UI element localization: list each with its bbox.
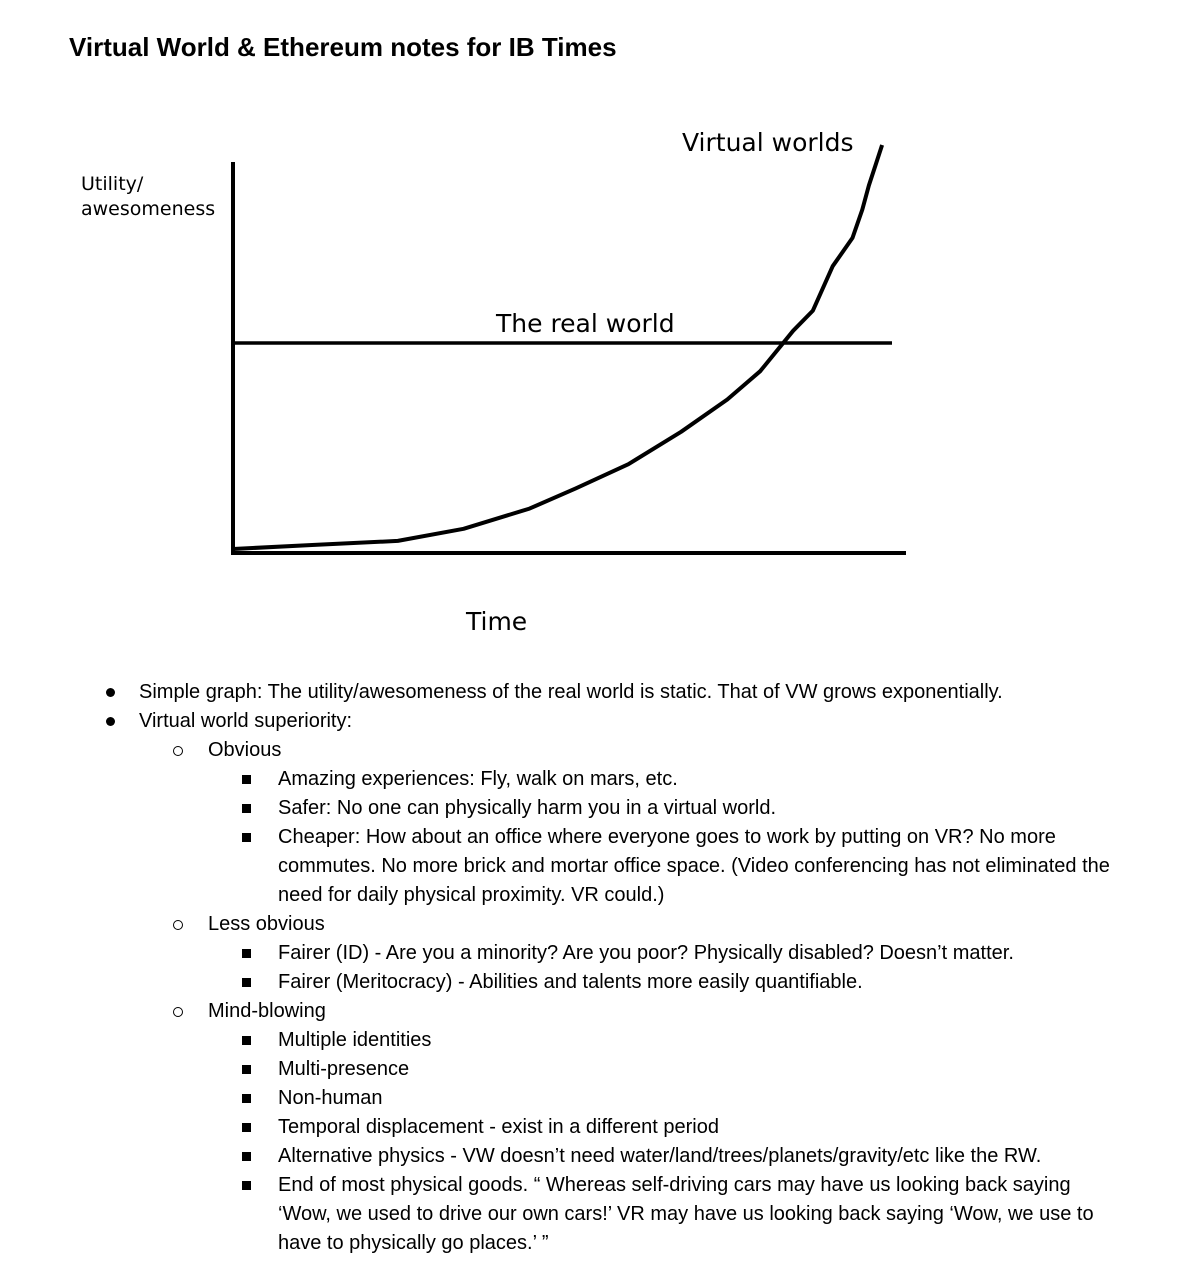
bullet-circle-icon bbox=[173, 997, 183, 1026]
list-item bbox=[0, 1055, 1180, 1084]
document-title: Virtual World & Ethereum notes for IB Times bbox=[69, 32, 617, 62]
y-axis-label-line2: awesomeness bbox=[81, 198, 216, 220]
list-item bbox=[0, 794, 1180, 823]
series-label-virtual-worlds: Virtual worlds bbox=[682, 128, 854, 157]
bullet-dot-icon bbox=[106, 678, 115, 707]
list-item-text: Simple graph: The utility/awesomeness of the real world is static. That of VW grows exponentially. bbox=[139, 681, 1003, 703]
x-axis-label: Time bbox=[466, 607, 528, 636]
list-item-text: Amazing experiences: Fly, walk on mars, etc. bbox=[278, 768, 678, 790]
list-item-text: Mind-blowing bbox=[208, 1000, 326, 1022]
series-label-real-world: The real world bbox=[496, 309, 675, 338]
list-item bbox=[0, 678, 1180, 707]
list-item-text: Safer: No one can physically harm you in a virtual world. bbox=[278, 797, 777, 819]
list-item-text: Multiple identities bbox=[278, 1029, 432, 1051]
list-item bbox=[0, 707, 1180, 736]
list-item bbox=[0, 1113, 1180, 1142]
list-item-text: End of most physical goods. “ Whereas self-driving cars may have us looking back saying ‘Wow, we used to drive our own cars!’ VR may have us looking back saying ‘Wow, we use to have to physically go places.’ ” bbox=[278, 1174, 1094, 1254]
list-item bbox=[0, 1171, 1180, 1258]
bullet-square-icon bbox=[242, 794, 251, 823]
bullet-square-icon bbox=[242, 939, 251, 968]
list-item-text: Virtual world superiority: bbox=[139, 710, 353, 732]
bullet-square-icon bbox=[242, 1113, 251, 1142]
notes-list bbox=[0, 678, 1180, 1258]
list-item-text: Obvious bbox=[208, 739, 282, 761]
list-item-text: Non-human bbox=[278, 1087, 383, 1109]
list-item bbox=[0, 765, 1180, 794]
bullet-square-icon bbox=[242, 823, 251, 852]
y-axis-label-line1: Utility/ bbox=[81, 173, 144, 195]
list-item bbox=[0, 1026, 1180, 1055]
bullet-square-icon bbox=[242, 1142, 251, 1171]
bullet-circle-icon bbox=[173, 736, 183, 765]
bullet-dot-icon bbox=[106, 707, 115, 736]
bullet-square-icon bbox=[242, 765, 251, 794]
list-item bbox=[0, 939, 1180, 968]
list-item bbox=[0, 910, 1180, 939]
virtual-worlds-series-line bbox=[233, 145, 882, 549]
list-item-text: Fairer (ID) - Are you a minority? Are you poor? Physically disabled? Doesn’t matter. bbox=[278, 942, 1014, 964]
list-item bbox=[0, 1142, 1180, 1171]
list-item-text: Temporal displacement - exist in a different period bbox=[278, 1116, 719, 1138]
bullet-square-icon bbox=[242, 1171, 251, 1200]
list-item-text: Fairer (Meritocracy) - Abilities and talents more easily quantifiable. bbox=[278, 971, 863, 993]
list-item bbox=[0, 997, 1180, 1026]
list-item bbox=[0, 968, 1180, 997]
bullet-square-icon bbox=[242, 968, 251, 997]
list-item-text: Cheaper: How about an office where everyone goes to work by putting on VR? No more commutes. No more brick and mortar office space. (Video conferencing has not eliminated the need for daily physical proximity. VR could.) bbox=[278, 826, 1110, 906]
list-item-text: Multi-presence bbox=[278, 1058, 410, 1080]
bullet-circle-icon bbox=[173, 910, 183, 939]
list-item bbox=[0, 736, 1180, 765]
bullet-square-icon bbox=[242, 1084, 251, 1113]
list-item bbox=[0, 1084, 1180, 1113]
list-item bbox=[0, 823, 1180, 910]
list-item-text: Less obvious bbox=[208, 913, 325, 935]
bullet-square-icon bbox=[242, 1055, 251, 1084]
list-item-text: Alternative physics - VW doesn’t need water/land/trees/planets/gravity/etc like the RW. bbox=[278, 1145, 1042, 1167]
bullet-square-icon bbox=[242, 1026, 251, 1055]
